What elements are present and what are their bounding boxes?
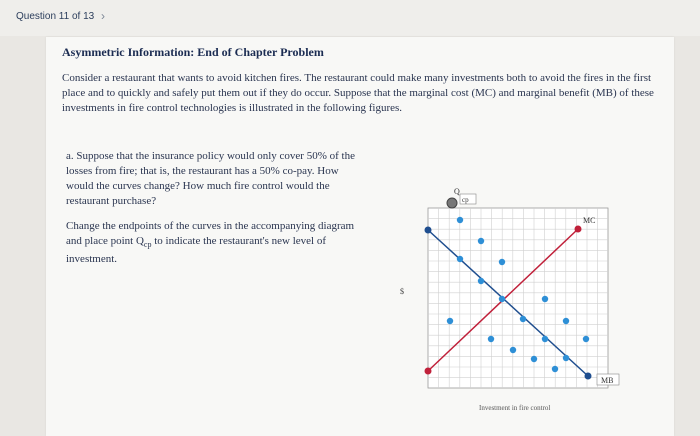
graph-grid [428, 208, 608, 388]
target-dot[interactable] [499, 296, 505, 302]
top-bar [0, 0, 700, 36]
y-axis-label: $ [400, 287, 404, 296]
mb-endpoint-right[interactable] [585, 373, 592, 380]
target-dot[interactable] [542, 336, 548, 342]
qcp-point-tool[interactable] [447, 187, 476, 208]
qcp-tool-icon[interactable] [447, 198, 457, 208]
question-number: Question 11 of 13 [16, 11, 95, 22]
point-tool-q: Q [454, 187, 460, 196]
target-dot[interactable] [478, 238, 484, 244]
target-dot[interactable] [542, 296, 548, 302]
target-dot[interactable] [563, 355, 569, 361]
part-a-question: a. Suppose that the insurance policy would only cover 50% of the losses from fire; that is, the restaurant has a 50% co-pay. How would the curves change? How much fire control would the restaurant purchase? [66, 150, 355, 207]
target-dot[interactable] [488, 336, 494, 342]
target-dot[interactable] [583, 336, 589, 342]
mc-label: MC [583, 216, 596, 225]
mc-endpoint-left[interactable] [425, 368, 432, 375]
x-axis-label: Investment in fire control [479, 404, 551, 412]
target-dot[interactable] [563, 318, 569, 324]
target-dot[interactable] [520, 316, 526, 322]
chevron-right-icon[interactable]: › [101, 9, 105, 23]
target-dot[interactable] [457, 256, 463, 262]
fire-control-graph[interactable] [390, 180, 640, 420]
mb-label: MB [601, 376, 614, 385]
target-dot[interactable] [457, 217, 463, 223]
part-a-instructions: Change the endpoints of the curves in the accompanying diagram and place point $Q_{cp}$ to indicate the restaurant's new level of investment. [66, 220, 355, 266]
plot-area [428, 208, 608, 388]
target-dot[interactable] [447, 318, 453, 324]
problem-intro: Consider a restaurant that wants to avoid kitchen fires. The restaurant could make many investments both to avoid the fires in the first place and to quickly and safely put them out if they do occur. Suppose that the marginal cost (MC) and marginal benefit (MB) of these investments in fire control technologies is illustrated in the following figures. [62, 72, 654, 114]
problem-title: Asymmetric Information: End of Chapter Problem [62, 45, 324, 59]
target-dot[interactable] [552, 366, 558, 372]
target-dot[interactable] [478, 278, 484, 284]
mb-endpoint-left[interactable] [425, 227, 432, 234]
target-dot[interactable] [499, 259, 505, 265]
point-tool-sub: cp [462, 196, 469, 204]
mc-endpoint-right[interactable] [575, 226, 582, 233]
target-dot[interactable] [510, 347, 516, 353]
target-dot[interactable] [531, 356, 537, 362]
